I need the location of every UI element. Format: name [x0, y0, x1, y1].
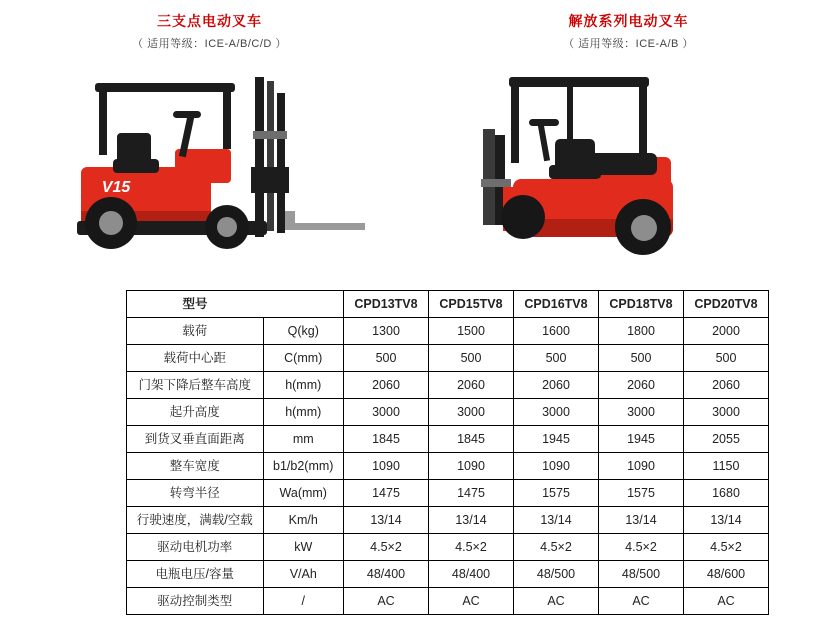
row-unit: Q(kg) — [263, 318, 344, 345]
table-row — [127, 507, 769, 534]
product-subtitle-left: （ 适用等级：ICE-A/B/C/D ） — [132, 38, 287, 50]
row-value-5: 2060 — [684, 372, 769, 399]
three-wheel-electric-forklift-photo: V15 — [55, 71, 365, 261]
row-value-3: 1600 — [514, 318, 599, 345]
row-value-1: 500 — [344, 345, 429, 372]
row-value-5: 500 — [684, 345, 769, 372]
row-value-1: 3000 — [344, 399, 429, 426]
row-label: 转弯半径 — [127, 480, 264, 507]
row-value-2: 2060 — [429, 372, 514, 399]
table-header-row — [127, 291, 769, 318]
row-value-2: 1090 — [429, 453, 514, 480]
header-model-3: CPD16TV8 — [514, 291, 599, 318]
row-unit: mm — [263, 426, 344, 453]
row-label: 门架下降后整车高度 — [127, 372, 264, 399]
row-value-3: 4.5×2 — [514, 534, 599, 561]
table-row — [127, 372, 769, 399]
row-unit: h(mm) — [263, 399, 344, 426]
product-title-left: 三支点电动叉车 — [157, 13, 262, 29]
row-value-4: 1090 — [599, 453, 684, 480]
image-cell-left — [0, 51, 419, 266]
table-row — [127, 534, 769, 561]
row-value-5: 4.5×2 — [684, 534, 769, 561]
row-unit: C(mm) — [263, 345, 344, 372]
header-model-5: CPD20TV8 — [684, 291, 769, 318]
row-value-4: 500 — [599, 345, 684, 372]
spec-table-wrapper — [126, 290, 758, 615]
product-block-right — [419, 12, 838, 51]
table-row — [127, 399, 769, 426]
row-unit: / — [263, 588, 344, 615]
row-value-5: 13/14 — [684, 507, 769, 534]
row-value-4: 3000 — [599, 399, 684, 426]
table-row — [127, 561, 769, 588]
row-value-5: 2055 — [684, 426, 769, 453]
row-value-4: 1575 — [599, 480, 684, 507]
row-value-1: 1300 — [344, 318, 429, 345]
table-row — [127, 426, 769, 453]
row-value-5: AC — [684, 588, 769, 615]
product-title-right: 解放系列电动叉车 — [568, 13, 689, 29]
row-value-5: 3000 — [684, 399, 769, 426]
jiefang-series-electric-forklift-photo — [479, 69, 799, 264]
row-value-4: 4.5×2 — [599, 534, 684, 561]
row-value-4: 1800 — [599, 318, 684, 345]
row-label: 驱动电机功率 — [127, 534, 264, 561]
table-row — [127, 318, 769, 345]
table-row — [127, 345, 769, 372]
row-value-4: 1945 — [599, 426, 684, 453]
row-unit: Km/h — [263, 507, 344, 534]
table-row — [127, 588, 769, 615]
row-value-1: AC — [344, 588, 429, 615]
row-value-1: 1475 — [344, 480, 429, 507]
row-value-4: AC — [599, 588, 684, 615]
row-unit: h(mm) — [263, 372, 344, 399]
row-value-1: 2060 — [344, 372, 429, 399]
row-value-1: 13/14 — [344, 507, 429, 534]
product-images — [0, 51, 838, 266]
product-block-left — [0, 12, 419, 51]
header-model-4: CPD18TV8 — [599, 291, 684, 318]
row-value-2: 1845 — [429, 426, 514, 453]
row-unit: b1/b2(mm) — [263, 453, 344, 480]
row-unit: V/Ah — [263, 561, 344, 588]
spec-table-body — [127, 291, 769, 615]
row-value-3: 3000 — [514, 399, 599, 426]
row-value-5: 2000 — [684, 318, 769, 345]
header-label-cell: 型号 — [127, 291, 264, 318]
row-value-3: 1090 — [514, 453, 599, 480]
row-label: 起升高度 — [127, 399, 264, 426]
row-value-4: 2060 — [599, 372, 684, 399]
table-row — [127, 453, 769, 480]
row-label: 载荷 — [127, 318, 264, 345]
row-value-2: 1500 — [429, 318, 514, 345]
row-value-3: 48/500 — [514, 561, 599, 588]
row-value-2: 13/14 — [429, 507, 514, 534]
row-value-2: 500 — [429, 345, 514, 372]
row-value-1: 1090 — [344, 453, 429, 480]
row-value-5: 1680 — [684, 480, 769, 507]
row-value-2: 1475 — [429, 480, 514, 507]
row-value-3: 1575 — [514, 480, 599, 507]
row-value-1: 4.5×2 — [344, 534, 429, 561]
product-headers — [0, 0, 838, 51]
spec-table — [126, 290, 769, 615]
header-model-1: CPD13TV8 — [344, 291, 429, 318]
row-label: 电瓶电压/容量 — [127, 561, 264, 588]
row-label: 到货叉垂直面距离 — [127, 426, 264, 453]
row-value-1: 1845 — [344, 426, 429, 453]
table-row — [127, 480, 769, 507]
row-value-2: 48/400 — [429, 561, 514, 588]
row-value-3: AC — [514, 588, 599, 615]
row-label: 驱动控制类型 — [127, 588, 264, 615]
row-value-3: 1945 — [514, 426, 599, 453]
row-value-3: 13/14 — [514, 507, 599, 534]
product-subtitle-right: （ 适用等级：ICE-A/B ） — [563, 38, 694, 50]
row-label: 载荷中心距 — [127, 345, 264, 372]
row-value-3: 500 — [514, 345, 599, 372]
header-unit-cell — [263, 291, 344, 318]
row-value-5: 48/600 — [684, 561, 769, 588]
row-value-2: 3000 — [429, 399, 514, 426]
row-unit: kW — [263, 534, 344, 561]
image-cell-right — [419, 51, 838, 266]
row-label: 整车宽度 — [127, 453, 264, 480]
row-value-3: 2060 — [514, 372, 599, 399]
row-value-1: 48/400 — [344, 561, 429, 588]
row-value-4: 48/500 — [599, 561, 684, 588]
row-value-5: 1150 — [684, 453, 769, 480]
row-value-2: 4.5×2 — [429, 534, 514, 561]
row-label: 行驶速度，满载/空载 — [127, 507, 264, 534]
row-value-4: 13/14 — [599, 507, 684, 534]
row-value-2: AC — [429, 588, 514, 615]
header-model-2: CPD15TV8 — [429, 291, 514, 318]
row-unit: Wa(mm) — [263, 480, 344, 507]
